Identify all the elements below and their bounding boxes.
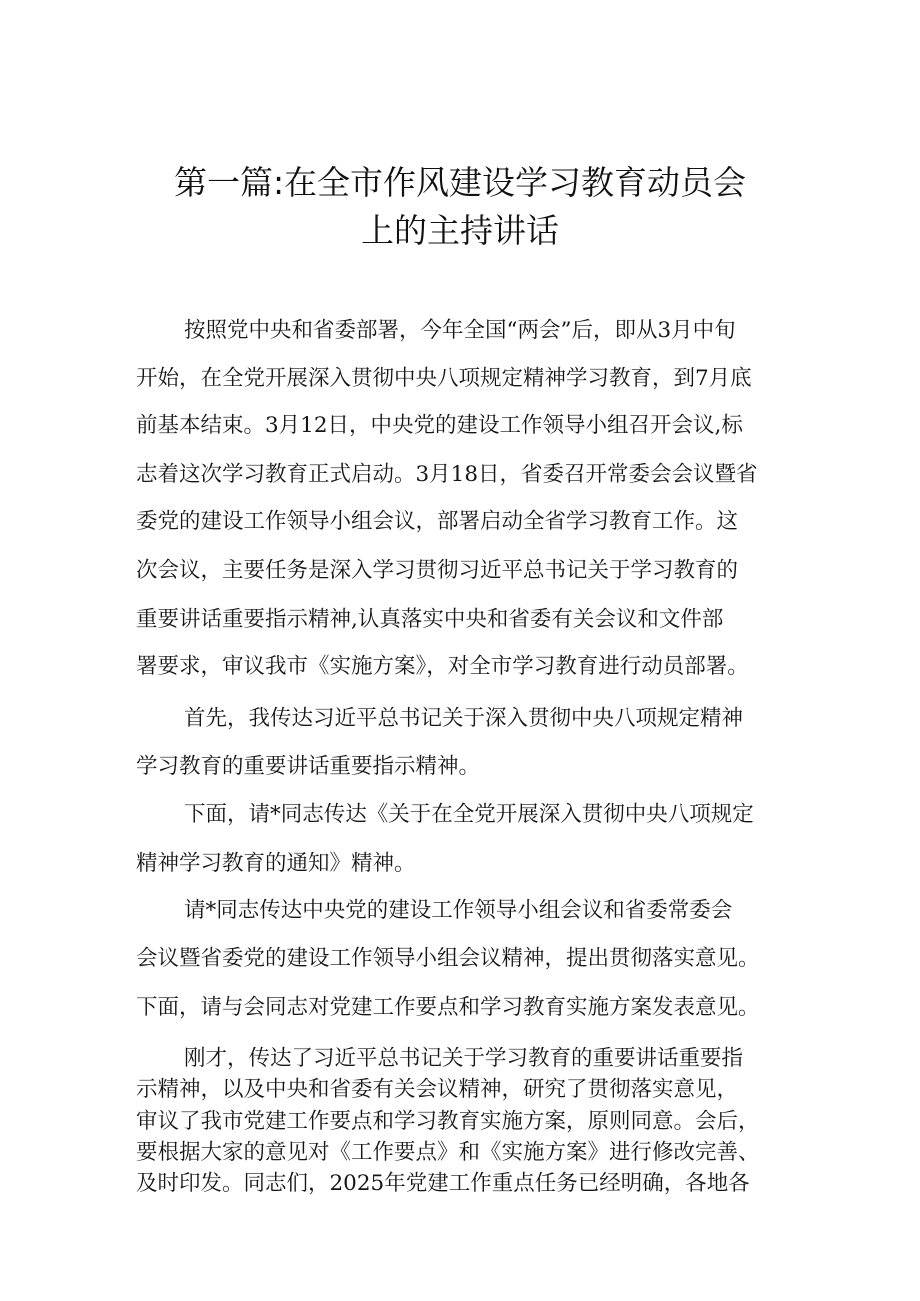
paragraph-line: 首先，我传达习近平总书记关于深入贯彻中央八项规定精神 (184, 706, 744, 731)
paragraph-line: 署要求，审议我市《实施方案》，对全市学习教育进行动员部署。 (136, 654, 749, 679)
paragraph-line: 学习教育的重要讲话重要指示精神。 (136, 754, 481, 779)
paragraph-line: 志着这次学习教育正式启动。3月18日，省委召开常委会会议暨省 (136, 462, 758, 487)
paragraph-line: 按照党中央和省委部署，今年全国“两会”后，即从3月中旬 (184, 318, 736, 343)
paragraph-line: 开始，在全党开展深入贯彻中央八项规定精神学习教育，到7月底 (136, 366, 752, 391)
paragraph-line: 及时印发。同志们，2025年党建工作重点任务已经明确，各地各 (136, 1171, 750, 1196)
paragraph-line: 刚才，传达了习近平总书记关于学习教育的重要讲话重要指 (184, 1046, 744, 1071)
paragraph-line: 委党的建设工作领导小组会议，部署启动全省学习教育工作。这 (136, 509, 739, 534)
paragraph-line: 请*同志传达中央党的建设工作领导小组会议和省委常委会 (184, 898, 733, 923)
paragraph-line: 会议暨省委党的建设工作领导小组会议精神，提出贯彻落实意见。 (136, 946, 760, 971)
document-title-line-1: 第一篇:在全市作风建设学习教育动员会 (173, 163, 747, 202)
paragraph-line: 示精神，以及中央和省委有关会议精神，研究了贯彻落实意见， (136, 1077, 739, 1102)
paragraph-line: 重要讲话重要指示精神,认真落实中央和省委有关会议和文件部 (136, 607, 724, 632)
paragraph-line: 精神学习教育的通知》精神。 (136, 851, 416, 876)
paragraph-line: 审议了我市党建工作要点和学习教育实施方案，原则同意。会后， (136, 1109, 760, 1134)
paragraph-line: 下面，请*同志传达《关于在全党开展深入贯彻中央八项规定 (184, 802, 754, 827)
paragraph-line: 次会议，主要任务是深入学习贯彻习近平总书记关于学习教育的 (136, 558, 739, 583)
paragraph-line: 前基本结束。3月12日，中央党的建设工作领导小组召开会议,标 (136, 413, 743, 438)
document-title-line-2: 上的主持讲话 (361, 211, 559, 250)
paragraph-line: 要根据大家的意见对《工作要点》和《实施方案》进行修改完善、 (136, 1140, 760, 1165)
paragraph-line: 下面，请与会同志对党建工作要点和学习教育实施方案发表意见。 (136, 995, 760, 1020)
